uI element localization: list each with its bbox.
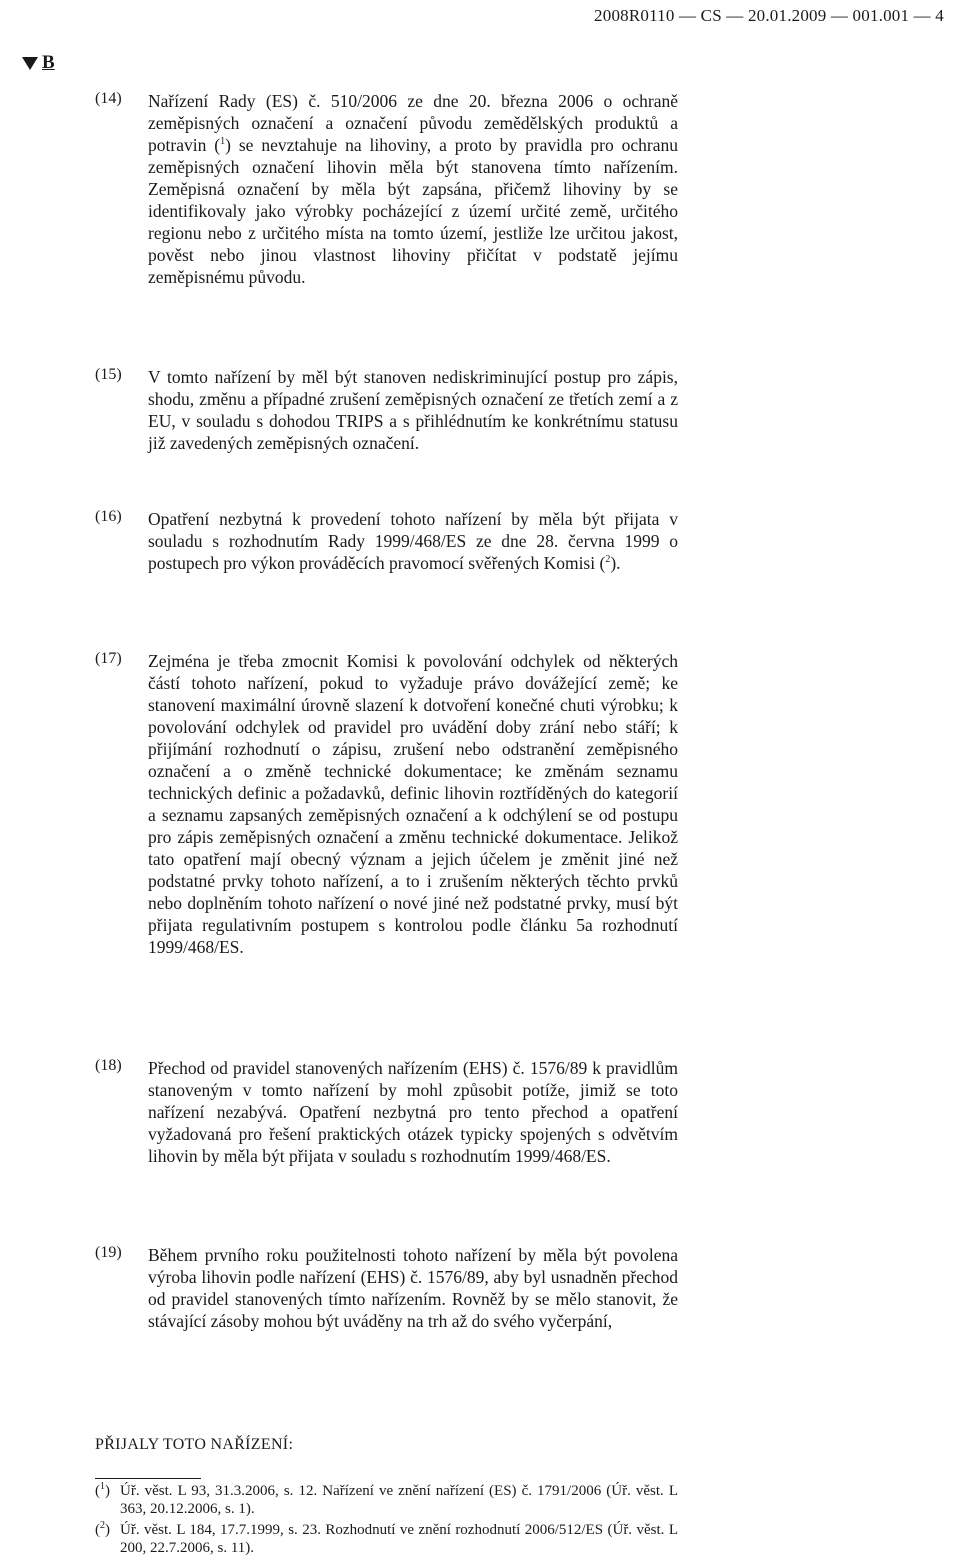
recital-14 xyxy=(95,90,678,288)
footnote-2 xyxy=(95,1521,678,1557)
recital-number: (19) xyxy=(95,1244,122,1261)
footnote-text: Úř. věst. L 184, 17.7.1999, s. 23. Rozhodnutí ve znění rozhodnutí 2006/512/ES (Úř. věst. L 200, 22.7.2006, s. 11). xyxy=(120,1522,678,1556)
recital-text: Přechod od pravidel stanovených nařízením (EHS) č. 1576/89 k pravidlům stanoveným v tomto nařízení by mohl způsobit potíže, jimiž se toto nařízení nezabývá. Opatření nezbytná pro tento přechod a opatření vyžadovaná pro řešení praktických otázek typicky spojených s odvětvím lihovin by měla být přijata v souladu s rozhodnutím 1999/468/ES. xyxy=(148,1058,678,1166)
recital-number: (16) xyxy=(95,508,122,525)
recital-text: Zejména je třeba zmocnit Komisi k povolování odchylek od některých částí tohoto nařízení, pokud to vyžaduje právo dovážející země; ke stanovení maximální úrovně slazení k dotvoření konečné chuti výrobku; k povolování odchylek od pravidel pro uvádění doby zrání nebo stáří; k přijímání rozhodnutí o zápisu, zrušení nebo odstranění zeměpisného označení a o změně technické dokumentace; ke změnám seznamu technických definic a požadavků, definic lihovin roztříděných do kategorií a seznamu zapsaných zeměpisných označení a k odchýlení se od postupu pro zápis zeměpisných označení a změnu technické dokumentace. Jelikož tato opatření mají obecný význam a jejich účelem je změnit jiné než podstatné prvky tohoto nařízení, a to i zrušením některých těchto prvků nebo doplněním tohoto nařízení o nové jiné než podstatné prvky, musí být přijata regulativním postupem s kontrolou podle článku 5a rozhodnutí 1999/468/ES. xyxy=(148,651,678,957)
footnote-ref: 2 xyxy=(605,554,611,566)
recital-number: (17) xyxy=(95,650,122,667)
footnote-1 xyxy=(95,1482,678,1518)
footnote-separator xyxy=(95,1478,201,1479)
running-header: 2008R0110 — CS — 20.01.2009 — 001.001 — 4 xyxy=(594,6,944,25)
recital-number: (14) xyxy=(95,90,122,107)
enacting-formula: PŘIJALY TOTO NAŘÍZENÍ: xyxy=(95,1436,294,1453)
recital-18 xyxy=(95,1057,678,1167)
footnote-text: Úř. věst. L 93, 31.3.2006, s. 12. Nařízení ve znění nařízení (ES) č. 1791/2006 (Úř. věst. L 363, 20.12.2006, s. 1). xyxy=(120,1483,678,1517)
footnote-number: ($^2$) xyxy=(95,1520,110,1538)
recital-text: Opatření nezbytná k provedení tohoto nařízení by měla být přijata v souladu s rozhodnutím Rady 1999/468/ES ze dne 28. června 1999 o postupech pro výkon prováděcích pravomocí svěřených Komisi ($^2$). xyxy=(148,509,678,573)
amendment-marker-label: B xyxy=(42,52,55,73)
amendment-marker xyxy=(22,52,55,74)
recital-16 xyxy=(95,508,678,574)
recital-text: V tomto nařízení by měl být stanoven nediskriminující postup pro zápis, shodu, změnu a případné zrušení zeměpisných označení ze třetích zemí a z EU, v souladu s dohodou TRIPS a s přihlédnutím ke konkrétnímu statusu již zavedených zeměpisných označení. xyxy=(148,367,678,453)
recital-17 xyxy=(95,650,678,958)
recital-15 xyxy=(95,366,678,454)
recital-19 xyxy=(95,1244,678,1332)
footnote-number: ($^1$) xyxy=(95,1481,110,1499)
recital-text: Během prvního roku použitelnosti tohoto nařízení by měla být povolena výroba lihovin podle nařízení (EHS) č. 1576/89, aby byl usnadněn přechod od pravidel stanovených tímto nařízením. Rovněž by se mělo stanovit, že stávající zásoby mohou být uváděny na trh až do svého vyčerpání, xyxy=(148,1245,678,1331)
recital-number: (18) xyxy=(95,1057,122,1074)
triangle-down-icon xyxy=(22,57,38,70)
footnote-ref: 1 xyxy=(220,136,226,148)
recital-text: Nařízení Rady (ES) č. 510/2006 ze dne 20. března 2006 o ochraně zeměpisných označení a označení původu zemědělských produktů a potravin ($^1$) se nevztahuje na lihoviny, a proto by pravidla pro ochranu zeměpisných označení lihovin měla být stanovena tímto nařízením. Zeměpisná označení by měla být zapsána, přičemž lihoviny by se identifikovaly jako výrobky pocházející z území určité země, určitého regionu nebo z určitého místa na tomto území, jestliže lze určitou jakost, pověst nebo jinou vlastnost lihoviny přičítat v podstatě jejímu zeměpisnému původu. xyxy=(148,91,678,287)
recital-number: (15) xyxy=(95,366,122,383)
